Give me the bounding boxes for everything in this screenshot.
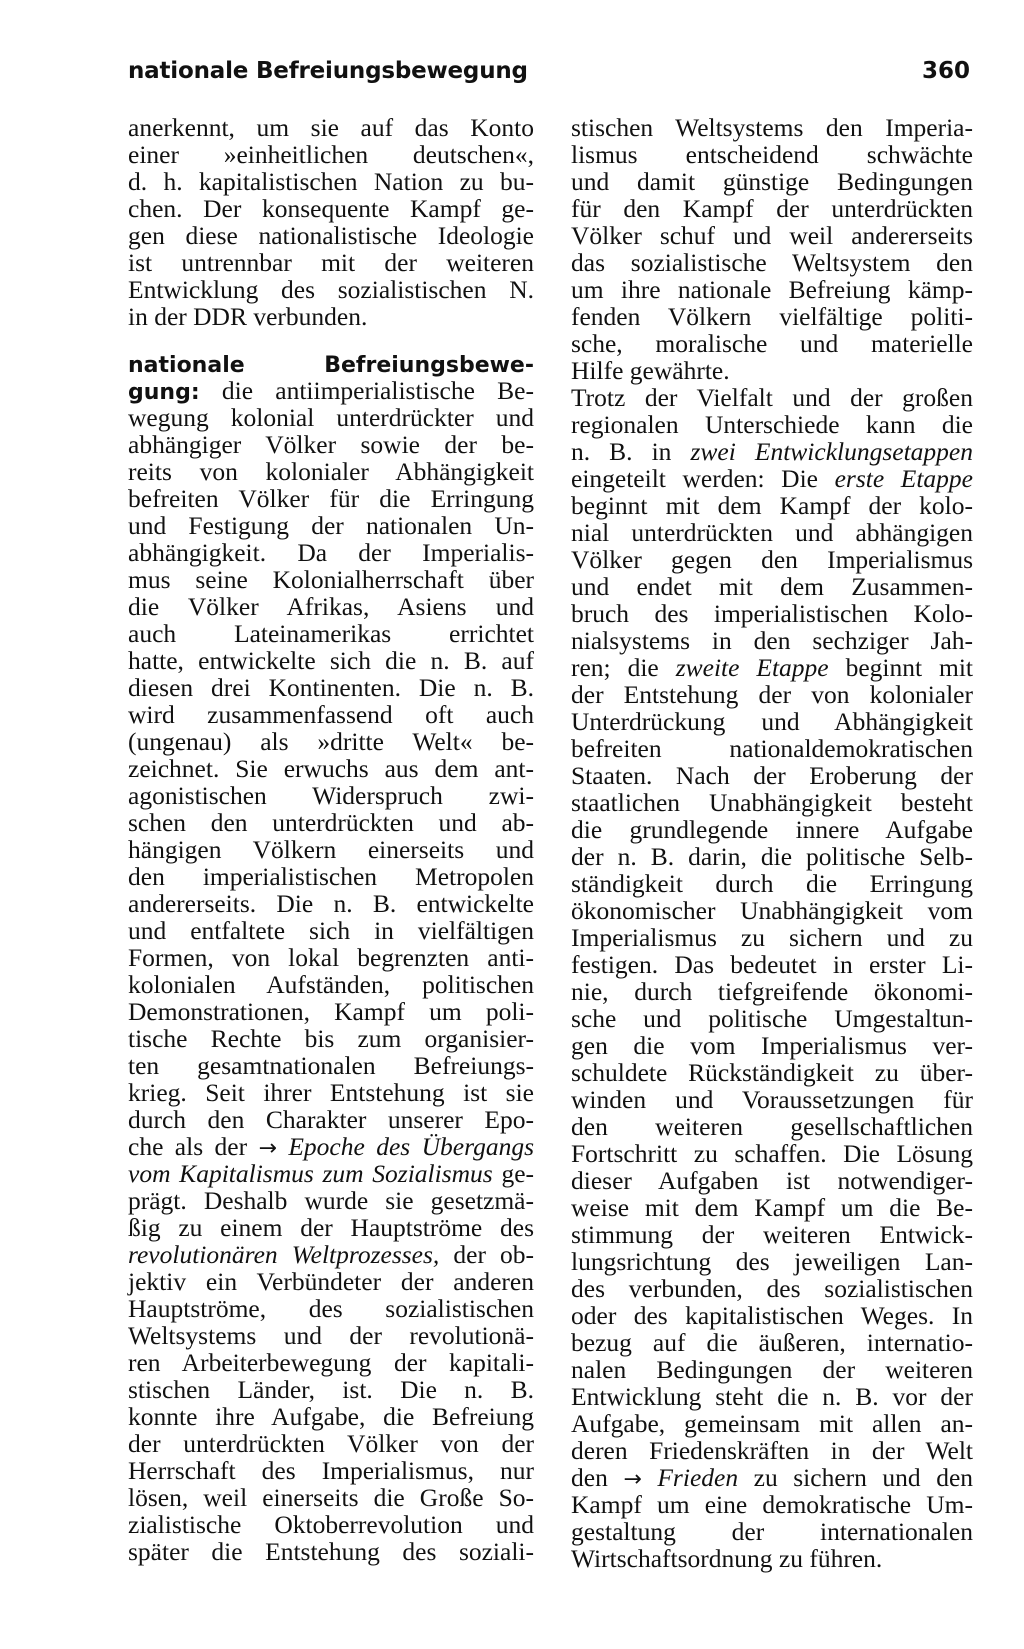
text-line: auch Lateinamerikas errichtet	[128, 619, 534, 648]
text-line: Wirtschaftsordnung zu führen.	[571, 1544, 883, 1573]
text-line: beginnt mit dem Kampf der kolo-	[571, 491, 973, 520]
text-line: lösen, weil einerseits die Große So-	[128, 1483, 534, 1512]
page-number: 360	[921, 58, 970, 84]
text-line: diesen drei Kontinenten. Die n. B.	[128, 673, 534, 702]
text-line: der unterdrückten Völker von der	[128, 1429, 534, 1458]
text-line	[128, 1241, 534, 1268]
text-line: Hauptströme, des sozialistischen	[128, 1294, 534, 1323]
text-line: staatlichen Unabhängigkeit besteht	[571, 788, 973, 817]
text-line: bruch des imperialistischen Kolo-	[571, 599, 973, 628]
text-line: Völker schuf und weil andererseits	[571, 221, 973, 250]
text-line: Entwicklung des sozialistischen N.	[128, 275, 534, 304]
text-line: wegung kolonial unterdrückter und	[128, 403, 534, 432]
text-line: gen die vom Imperialismus ver-	[571, 1031, 973, 1060]
text-line: nie, durch tiefgreifende ökonomi-	[571, 977, 973, 1006]
dictionary-entry	[128, 350, 534, 1565]
text-line: agonistischen Widerspruch zwi-	[128, 781, 534, 810]
page-header	[128, 54, 970, 94]
text-line: konnte ihre Aufgabe, die Befreiung	[128, 1402, 534, 1431]
text-line	[571, 438, 973, 465]
text-line: Herrschaft des Imperialismus, nur	[128, 1456, 534, 1485]
text-line	[571, 465, 973, 492]
text-line: um ihre nationale Befreiung kämp-	[571, 275, 973, 304]
text-fragment: der ob-	[453, 1240, 535, 1269]
text-line: gestaltung der internationalen	[571, 1517, 973, 1546]
text-line: fenden Völkern vielfältige politi-	[571, 302, 973, 331]
text-line: ßig zu einem der Hauptströme des	[128, 1213, 534, 1242]
text-line: den weiteren gesellschaftlichen	[571, 1112, 973, 1141]
text-line: ren Arbeiterbewegung der kapitali-	[128, 1348, 534, 1377]
text-line: andererseits. Die n. B. entwickelte	[128, 889, 534, 918]
cross-reference-arrow-icon: →	[623, 1467, 642, 1492]
text-line: Völker gegen den Imperialismus	[571, 545, 973, 574]
text-line	[128, 377, 534, 404]
running-head: nationale Befreiungsbewegung	[128, 58, 528, 84]
text-line: Weltsystems und der revolutionä-	[128, 1321, 534, 1350]
text-line: für den Kampf der unterdrückten	[571, 194, 973, 223]
text-line: befreiten Völker für die Erringung	[128, 484, 534, 513]
text-fragment: eingeteilt werden: Die	[571, 464, 819, 493]
text-line: abhängigkeit. Da der Imperialis-	[128, 538, 534, 567]
entry-headword-part: nationale	[128, 353, 245, 378]
text-line: nalen Bedingungen der weiteren	[571, 1355, 973, 1384]
text-line: einer »einheitlichen deutschen«,	[128, 140, 534, 169]
text-line	[571, 654, 973, 681]
text-line: kolonialen Aufständen, politischen	[128, 970, 534, 999]
text-line: sche, moralische und materielle	[571, 329, 973, 358]
text-line: nialsystems in den sechziger Jah-	[571, 626, 973, 655]
text-line: Kampf um eine demokratische Um-	[571, 1490, 973, 1519]
text-line: des verbunden, des sozialistischen	[571, 1274, 973, 1303]
text-line: ten gesamtnationalen Befreiungs-	[128, 1051, 534, 1080]
text-line: mus seine Kolonialherrschaft über	[128, 565, 534, 594]
text-fragment: die antiimperialistische Be-	[221, 376, 534, 405]
text-line: abhängiger Völker sowie der be-	[128, 430, 534, 459]
text-line: stischen Weltsystems den Imperia-	[571, 113, 973, 142]
text-line: Imperialismus zu sichern und zu	[571, 923, 973, 952]
text-line: Unterdrückung und Abhängigkeit	[571, 707, 973, 736]
text-line: Formen, von lokal begrenzten anti-	[128, 943, 534, 972]
text-line: und entfaltete sich in vielfältigen	[128, 916, 534, 945]
entry-headword-line	[128, 350, 534, 377]
text-line: Aufgabe, gemeinsam mit allen an-	[571, 1409, 973, 1438]
text-line	[128, 1160, 534, 1187]
paragraph-gap	[128, 330, 534, 350]
text-line: dieser Aufgaben ist notwendiger-	[571, 1166, 973, 1195]
emphasis-text: erste Etappe	[834, 464, 973, 493]
text-fragment: ge-	[501, 1159, 534, 1188]
text-line: befreiten nationaldemokratischen	[571, 734, 973, 763]
text-line: ist untrennbar mit der weiteren	[128, 248, 534, 277]
text-line: die grundlegende innere Aufgabe	[571, 815, 973, 844]
text-line: bezug auf die äußeren, internatio-	[571, 1328, 973, 1357]
text-line: prägt. Deshalb wurde sie gesetzmä-	[128, 1186, 534, 1215]
emphasis-text: zweite Etappe	[675, 653, 829, 682]
text-line: die Völker Afrikas, Asiens und	[128, 592, 534, 621]
text-line: schuldete Rückständigkeit zu über-	[571, 1058, 973, 1087]
cross-reference-arrow-icon: →	[258, 1136, 277, 1161]
text-fragment: che als der	[128, 1132, 248, 1161]
text-line: hatte, entwickelte sich die n. B. auf	[128, 646, 534, 675]
text-line: hängigen Völkern einerseits und	[128, 835, 534, 864]
text-line: reits von kolonialer Abhängigkeit	[128, 457, 534, 486]
text-line: regionalen Unterschiede kann die	[571, 410, 973, 439]
text-line: Demonstrationen, Kampf um poli-	[128, 997, 534, 1026]
text-line: deren Friedenskräften in der Welt	[571, 1436, 973, 1465]
cross-reference-link[interactable]: Frieden	[657, 1463, 739, 1492]
cross-reference-link[interactable]: revolutionären Weltprozesses,	[128, 1240, 440, 1269]
text-line: wird zusammenfassend oft auch	[128, 700, 534, 729]
text-line: durch den Charakter unserer Epo-	[128, 1105, 534, 1134]
text-line: schen den unterdrückten und ab-	[128, 808, 534, 837]
cross-reference-link[interactable]: Epoche des Übergangs	[288, 1132, 534, 1161]
text-line: d. h. kapitalistischen Nation zu bu-	[128, 167, 534, 196]
text-fragment: beginnt mit	[845, 653, 974, 682]
left-column	[128, 114, 534, 1565]
text-line: das sozialistische Weltsystem den	[571, 248, 973, 277]
text-line: tische Rechte bis zum organisier-	[128, 1024, 534, 1053]
text-line: festigen. Das bedeutet in erster Li-	[571, 950, 973, 979]
emphasis-text: zwei Entwicklungsetappen	[690, 437, 973, 466]
text-line: lismus entscheidend schwächte	[571, 140, 973, 169]
text-line: weise mit dem Kampf um die Be-	[571, 1193, 973, 1222]
text-line: (ungenau) als »dritte Welt« be-	[128, 727, 534, 756]
text-line: sche und politische Umgestaltun-	[571, 1004, 973, 1033]
text-line: stischen Länder, ist. Die n. B.	[128, 1375, 534, 1404]
text-line: krieg. Seit ihrer Entstehung ist sie	[128, 1078, 534, 1107]
text-line: chen. Der konsequente Kampf ge-	[128, 194, 534, 223]
continuation-paragraph	[128, 114, 534, 330]
text-line: und endet mit dem Zusammen-	[571, 572, 973, 601]
text-line: Trotz der Vielfalt und der großen	[571, 383, 973, 412]
text-fragment: zu sichern und den	[753, 1463, 974, 1492]
text-line: in der DDR verbunden.	[128, 302, 368, 331]
text-line: und Festigung der nationalen Un-	[128, 511, 534, 540]
text-line: später die Entstehung des soziali-	[128, 1537, 534, 1566]
text-fragment: ren; die	[571, 653, 659, 682]
text-line: zeichnet. Sie erwuchs aus dem ant-	[128, 754, 534, 783]
text-fragment: den	[571, 1463, 608, 1492]
text-line: Entwicklung steht die n. B. vor der	[571, 1382, 973, 1411]
text-line: jektiv ein Verbündeter der anderen	[128, 1267, 534, 1296]
text-line: der Entstehung der von kolonialer	[571, 680, 973, 709]
entry-headword-part: Befreiungsbewe-	[324, 353, 534, 378]
text-line	[571, 1464, 973, 1491]
right-column	[571, 114, 973, 1572]
text-line: ökonomischer Unabhängigkeit vom	[571, 896, 973, 925]
text-line: Fortschritt zu schaffen. Die Lösung	[571, 1139, 973, 1168]
text-fragment: n. B. in	[571, 437, 672, 466]
text-line: den imperialistischen Metropolen	[128, 862, 534, 891]
text-line: lungsrichtung des jeweiligen Lan-	[571, 1247, 973, 1276]
text-line: oder des kapitalistischen Weges. In	[571, 1301, 973, 1330]
text-line	[128, 1133, 534, 1160]
text-line: ständigkeit durch die Erringung	[571, 869, 973, 898]
text-line: stimmung der weiteren Entwick-	[571, 1220, 973, 1249]
text-line: gen diese nationalistische Ideologie	[128, 221, 534, 250]
entry-headword-part: gung:	[128, 380, 200, 405]
cross-reference-link[interactable]: vom Kapitalismus zum Sozialismus	[128, 1159, 493, 1188]
text-line: winden und Voraussetzungen für	[571, 1085, 973, 1114]
text-line: Staaten. Nach der Eroberung der	[571, 761, 973, 790]
text-line: Hilfe gewährte.	[571, 356, 730, 385]
text-line: zialistische Oktoberrevolution und	[128, 1510, 534, 1539]
text-line: anerkennt, um sie auf das Konto	[128, 113, 534, 142]
text-line: und damit günstige Bedingungen	[571, 167, 973, 196]
text-line: nial unterdrückten und abhängigen	[571, 518, 973, 547]
text-line: der n. B. darin, die politische Selb-	[571, 842, 973, 871]
